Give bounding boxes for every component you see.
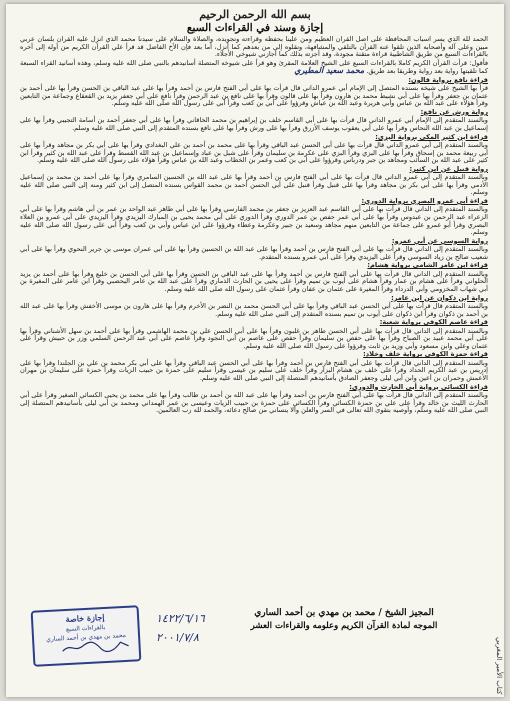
body-paragraph: وبالسند المتقدم إلى الداني قال قرأت بها على أبي القاسم عبد العزيز بن جعفر بن محمد الفارسي وقرأ بها على أبي طاهر عبد الواحد بن عمر بن أبي هاشم وقرأ بها على أبي الزعراء عبد الرحمن بن عبدوس وقرأ بها على أبي عمر حفص بن عمر الدوري وقرأ الدوري على أبي محمد يحيى بن المبارك اليزيدي وقرأ اليزيدي على أبي عمرو بن العلاء البصري وقرأ أبو عمرو على جماعة من التابعين منهم مجاهد وسعيد بن جبير وعكرمة وعطاء وقرؤوا على ابن عباس وأبي بن كعب وقرأ أبي على رسول الله صلى الله عليه وسلم. [20, 205, 488, 237]
section-heading: رواية ورش عن نافع: [420, 107, 488, 116]
section-heading: قراءة الكسائي برواية أبي الحارث والدوري: [349, 382, 488, 391]
section-heading: رواية قنبل عن ابن كثير: [409, 164, 488, 173]
section-heading: قراءة ابن كثير المكي برواية البزي: [375, 132, 488, 141]
body-paragraph: وبالسند المتقدم قال قرأت بها على أبي الحسن عبد الباقي وقرأ بها على أبي الحسن محمد بن النضر بن الأخرم وقرأ بها على هارون بن موسى الأخفش وقرأ بها على عبد الله بن أحمد بن ذكوان وقرأ ابن ذكوان على أيوب بن تميم بسنده المتقدم إلى النبي صلى الله عليه وسلم. [20, 302, 488, 318]
official-stamp [31, 605, 142, 667]
handwritten-student-name: محمد سعيد المطيري [294, 65, 365, 76]
section-heading: رواية ابن ذكوان عن ابن عامر: [391, 293, 488, 302]
signer-block [224, 608, 464, 631]
body-paragraph: وبالسند المتقدم إلى الداني قال قرأت بها على أبي الفتح فارس بن أحمد وقرأ بها على عبد الله بن الحسين وقرأ بها على أبي عمران موسى بن جرير النحوي وقرأ بها على أبي شعيب صالح بن زياد السوسي وقرأ على اليزيدي وقرأ على أبي عمرو بسنده المتقدم. [20, 245, 488, 261]
body-paragraph: وبالسند المتقدم إلى الداني قال قرأت بها على أبي الحسن طاهر بن غلبون وقرأ بها على أبي الحسن علي بن محمد الهاشمي وقرأ بها على أحمد بن سهل الأشناني وقرأ بها على أبي محمد عبيد بن الصباح وقرأ بها على حفص بن سليمان وقرأ حفص على عاصم بن أبي النجود وقرأ عاصم على أبي عبد الرحمن السلمي وزر بن حبيش وقرأ على عثمان وعلي وابن مسعود وأبي وزيد بن ثابت وقرؤوا على رسول الله صلى الله عليه وسلم. [20, 326, 488, 350]
body-paragraph: وبالسند المتقدم إلى أبي عمرو الداني قال قرأت بها على أبي الفتح فارس بن أحمد وقرأ بها على عبد الله بن الحسين السامري وقرأ بها على أحمد بن محمد بن إسماعيل الأدمي وقرأ بها على أبي بكر بن مجاهد وقرأ بها على قنبل وقرأ قنبل على أبي الحسن أحمد بن محمد القواس بسنده المتصل إلى ابن كثير ومنه إلى النبي صلى الله عليه وسلم. [20, 173, 488, 197]
certificate-body [20, 36, 488, 602]
section-heading: قراءة نافع برواية قالون: [408, 75, 488, 84]
stamp-line-3: محمد بن مهدي بن أحمد الساري [46, 631, 127, 644]
document-title [6, 22, 504, 34]
section-heading: قراءة ابن عامر الشامي برواية هشام: [367, 261, 488, 270]
signer-name: المجيز الشيخ / محمد بن مهدي بن أحمد الساري [254, 608, 434, 618]
basmala-heading: بسم الله الرحمن الرحيم [199, 8, 311, 21]
body-paragraph: الحمد لله الذي يسر أسباب المحافظة على أصل القرآن العظيم ومن علينا بحفظه وقراءته وتجويده، والصلاة والسلام على سيدنا محمد الذي أنزل عليه القرآن بلسان عربي مبين وعلى آله وأصحابه الذين تلقوا عنه القرآن بالتلقي والمشافهة، ونقلوه إلى من بعدهم كما أنزل، أما بعد فإن الأخ الفاضل قد قرأ علي القرآن الكريم من أوله إلى آخره بالقراءات السبع من طريق الشاطبية قراءة متقنة مجودة، وقد أجزته بذلك كما أجازني شيوخي الأجلاء. [20, 36, 488, 59]
body-paragraph: وبالسند المتقدم إلى الداني قال قرأت بها على أبي الفتح فارس بن أحمد وقرأ بها على أبي الحسن عبد الباقي وقرأ بها على أبي بكر محمد بن علي بن الجلندا وقرأ بها على إدريس بن عبد الكريم الحداد وقرأ على خلف بن هشام البزار وقرأ خلف على سليم بن عيسى وقرأ سليم على حمزة بن حبيب الزيات وقرأ حمزة على سليمان بن مهران الأعمش وحمران بن أعين وابن أبي ليلى وجعفر الصادق بأسانيدهم المتصلة إلى النبي صلى الله عليه وسلم. [20, 358, 488, 382]
title-text: إجازة وسند في القراءات السبع [186, 22, 324, 34]
stamp-line-1: إجازة خاصة [65, 612, 105, 625]
section-heading: رواية السوسي عن أبي عمرو: [391, 236, 488, 245]
hijri-date: ١٤٢٢/٦/١٦ [156, 612, 205, 625]
body-paragraph: وبالسند المتقدم إلى الداني قال قرأت بها على أبي الفتح فارس بن أحمد وقرأ بها على عبد الله بن أحمد بن طالب وقرأ بها على محمد بن يحيى الكسائي الصغير وقرأ على أبي الحارث الليث بن خالد وقرأ على علي بن حمزة الكسائي وقرأ الكسائي على حمزة بن حبيب الزيات وعيسى بن عمر الهمداني ومحمد بن أبي ليلى بأسانيدهم المتصلة إلى النبي صلى الله عليه وسلم، وأوصيه بتقوى الله تعالى في السر والعلن وألا ينساني من صالح دعائه، والحمد لله رب العالمين. [20, 391, 488, 415]
stamp-signature-scribble [60, 638, 131, 656]
body-paragraph: وبالسند المتقدم إلى الداني قال قرأت بها على أبي الفتح فارس بن أحمد وقرأ بها على عبد الباقي بن الحسن وقرأ بها على أبي الحسن بن خليع وقرأ بها على أحمد بن يزيد الحلواني وقرأ على هشام بن عمار وقرأ هشام على أيوب بن تميم وقرأ على يحيى بن الحارث الذماري وقرأ على عبد الله بن عامر اليحصبي وقرأ ابن عامر على المغيرة بن أبي شهاب المخزومي وأبي الدرداء وقرأ المغيرة على عثمان بن عفان وقرأ عثمان على رسول الله صلى الله عليه وسلم. [20, 269, 488, 293]
signer-title: الموجه لمادة القرآن الكريم وعلومه والقراءات العشر [250, 621, 438, 631]
body-paragraph: وبالسند المتقدم إلى الإمام أبي عمرو الداني قال قرأت بها على أبي القاسم خلف بن إبراهيم بن محمد الخاقاني وقرأ بها على أبي جعفر أحمد بن أسامة التجيبي وقرأ بها على إسماعيل بن عبد الله النحاس وقرأ بها على أبي يعقوب يوسف الأزرق وقرأ بها على ورش وقرأ بها على نافع بسنده المتقدم إلى النبي صلى الله عليه وسلم. [20, 116, 488, 133]
body-paragraph: فأقول: قرأت القرآن الكريم كاملا بالقراءات السبع على الشيخ العلامة المقرئ وهو قرأ على شيوخه المتصلة أسانيدهم بالنبي صلى الله عليه وسلم، وهذه أسانيد القراء السبعة كما تلقيتها رواية بعد رواية وطريقا بعد طريق. محمد سعيد المطيري [20, 58, 488, 76]
body-paragraph: وبالسند المتقدم إلى أبي عمرو الداني قال قرأت بها على أبي الحسن عبد الباقي وقرأ بها على محمد بن أحمد بن علي البغدادي وقرأ بها على أبي بكر بن مجاهد وقرأ بها على أبي ربيعة محمد بن إسحاق وقرأ بها على البزي وقرأ البزي على عكرمة بن سليمان وقرأ على شبل بن عباد وإسماعيل بن عبد الله القسط وقرأ على عبد الله بن كثير وقرأ ابن كثير على عبد الله بن السائب ومجاهد بن جبر ودرباس وقرؤوا على أبي بن كعب وعمر بن الخطاب وعبد الله بن عباس وقرأ هؤلاء على رسول الله صلى الله عليه وسلم. [20, 141, 488, 165]
section-heading: قراءة حمزة الكوفي برواية خلف وخلاد: [363, 350, 488, 359]
side-note: كتاب الأمير المغربي [495, 636, 503, 694]
certificate-page [6, 4, 504, 697]
section-heading: قراءة أبي عمرو البصري برواية الدوري: [361, 196, 488, 205]
body-paragraph: قرأ بها الشيخ على شيخه بسنده المتصل إلى الإمام أبي عمرو الداني قال قرأت بها على أبي الفتح فارس بن أحمد وقرأ بها على عبد الباقي بن الحسن وقرأ بها على أحمد بن عثمان بن جعفر وقرأ بها على أبي نشيط محمد بن هارون وقرأ بها على قالون وقرأ بها على نافع بن عبد الرحمن وقرأ نافع على أبي جعفر يزيد بن القعقاع وجماعة من التابعين وقرأ هؤلاء على عبد الله بن عباس وأبي هريرة وعبد الله بن عياش وقرؤوا على أبي بن كعب وقرأ أبي على رسول الله صلى الله عليه وسلم. [20, 84, 488, 108]
gregorian-date: ٢٠٠١/٧/٨ [156, 631, 199, 644]
stamp-line-2: بالقراءات السبع [65, 623, 106, 634]
section-heading: قراءة عاصم الكوفي برواية شعبة: [379, 318, 488, 327]
